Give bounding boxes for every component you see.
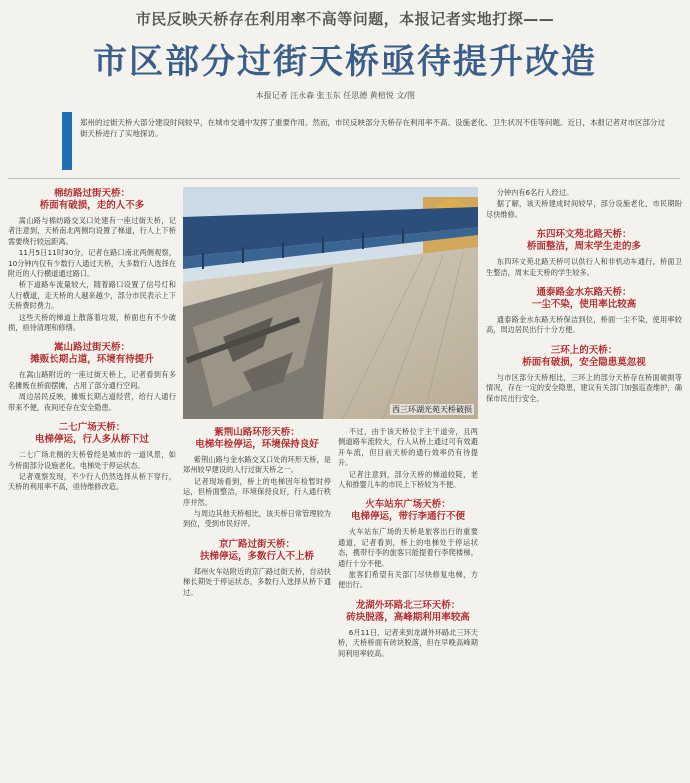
paragraph: 郑州火车站附近的京广路过街天桥，自动扶梯长期处于停运状态，多数行人选择从桥下通过。 bbox=[183, 566, 331, 597]
paragraph: 记者现场看到，桥上的电梯因年检暂时停运，但桥面整洁，环境保持良好，行人通行秩序井然。 bbox=[183, 476, 331, 507]
section-title-mianfang: 棉纺路过街天桥： bbox=[53, 188, 130, 199]
section-title-songshan: 嵩山路过街天桥： bbox=[53, 342, 130, 354]
paragraph: 通泰路金水东路天桥保洁到位，桥面一尘不染，使用率较高，周边居民出行十分方便。 bbox=[486, 315, 682, 335]
bridge-photo bbox=[183, 187, 478, 419]
paragraph: 记者观察发现，不少行人仍然选择从桥下穿行，天桥的利用率不高，亟待维修改造。 bbox=[8, 471, 176, 492]
section-title-erqi: 二七广场天桥： bbox=[58, 422, 126, 434]
section-subtitle-longhu: 砖块脱落，高峰期利用率较高 bbox=[346, 611, 470, 623]
bridge-photo-illustration bbox=[183, 187, 478, 419]
section-title-sanhuan: 三环上的天桥： bbox=[550, 344, 618, 356]
paragraph: 东四环文苑北路天桥可以供行人和非机动车通行，桥面卫生整洁，周末走天桥的学生较多。 bbox=[486, 257, 682, 277]
paragraph: 6月11日，记者来到龙湖外环路北三环天桥，天桥桥面有砖块脱落，但在早晚高峰期间利用率较高。 bbox=[338, 627, 478, 658]
section-subtitle-mianfang: 桥面有破损，走的人不多 bbox=[39, 200, 145, 211]
paragraph: 不过，由于该天桥位于主干道旁，且两侧道路车流较大，行人从桥上通过可有效避开车流，但目前天桥的通行效率仍有待提升。 bbox=[338, 427, 478, 468]
paragraph: 与周边其他天桥相比，该天桥日常管理较为到位，受到市民好评。 bbox=[183, 509, 331, 529]
pre-headline: 市民反映天桥存在利用率不高等问题，本报记者实地打探—— bbox=[135, 10, 555, 28]
section-title-longhu: 龙湖外环路北三环天桥： bbox=[355, 599, 461, 611]
section-title-tongtai: 通泰路金水东路天桥： bbox=[536, 287, 632, 299]
paragraph: 旅客们希望有关部门尽快修复电梯，方便出行。 bbox=[338, 570, 478, 590]
main-headline: 市区部分过街天桥亟待提升改造 bbox=[93, 42, 597, 82]
paragraph: 分钟内有6名行人经过。 bbox=[496, 188, 574, 197]
column-3 bbox=[338, 427, 478, 780]
section-divider bbox=[8, 178, 680, 179]
photo-caption: 西三环湖光苑天桥破损 bbox=[392, 405, 472, 414]
paragraph: 在嵩山路附近的一座过街天桥上，记者看到有多名摊贩在桥面摆摊，占用了部分通行空间。 bbox=[8, 370, 176, 390]
section-subtitle-tongtai: 一尘不染，使用率比较高 bbox=[531, 299, 637, 311]
section-subtitle-songshan: 摊贩长期占道，环境有待提升 bbox=[30, 354, 154, 366]
column-1 bbox=[8, 188, 176, 780]
section-title-jingguang: 京广路过街天桥： bbox=[218, 538, 295, 550]
section-subtitle-sanhuan: 桥面有破损，安全隐患莫忽视 bbox=[522, 356, 646, 368]
paragraph: 紫荆山路与金水路交叉口处的环形天桥，是郑州较早建设的人行过街天桥之一。 bbox=[183, 455, 331, 475]
column-2 bbox=[183, 427, 331, 780]
paragraph: 11月5日11时30分，记者在路口南北两侧观察，10分钟内仅有少数行人通过天桥，大多数行人选择在附近的人行横道通过路口。 bbox=[8, 248, 176, 279]
section-subtitle-erqi: 电梯停运，行人多从桥下过 bbox=[34, 434, 149, 446]
paragraph: 桥下道路车流量较大，随着路口设置了信号灯和人行横道，走天桥的人越来越少，部分市民表示上下天桥费时费力。 bbox=[8, 280, 176, 311]
paragraph: 周边居民反映，摊贩长期占道经营，给行人通行带来不便，夜间还存在安全隐患。 bbox=[8, 392, 176, 412]
column-4 bbox=[486, 188, 682, 780]
section-title-wenyuan: 东四环文苑北路天桥： bbox=[536, 229, 632, 241]
paragraph: 嵩山路与棉纺路交叉口处建有一座过街天桥，记者注意到，天桥南北两侧均设置了梯道，行人上下桥需要绕行较远距离。 bbox=[8, 216, 176, 246]
paragraph: 与市区部分天桥相比，三环上的部分天桥存在桥面破损等情况，存在一定的安全隐患，建议有关部门加强巡查维护，确保市民出行安全。 bbox=[486, 372, 682, 403]
section-title-zijingshan: 紫荆山路环形天桥： bbox=[214, 427, 300, 438]
section-subtitle-huochezhan: 电梯停运，带行李通行不便 bbox=[350, 511, 465, 523]
paragraph: 二七广场北侧的天桥曾经是城市的一道风景，如今桥面部分设施老化，电梯处于停运状态。 bbox=[8, 450, 176, 470]
section-subtitle-jingguang: 扶梯停运，多数行人不上桥 bbox=[199, 550, 314, 562]
byline: 本报记者 汪永森 张玉东 任思德 黄楦悦 文/图 bbox=[255, 91, 415, 100]
paragraph: 记者注意到，部分天桥的梯道较陡，老人和推婴儿车的市民上下桥较为不便。 bbox=[338, 469, 478, 490]
section-title-huochezhan: 火车站东广场天桥： bbox=[365, 499, 451, 511]
paragraph: 火车站东广场的天桥是旅客出行的重要通道，记者看到，桥上的电梯处于停运状态，携带行李的旅客只能提着行李爬楼梯，通行十分不便。 bbox=[338, 527, 478, 568]
intro-accent-bar bbox=[62, 112, 72, 170]
paragraph: 这些天桥的梯道上散落着垃圾，桥面也有不少破损，亟待清理和修缮。 bbox=[8, 312, 176, 333]
intro-paragraph: 郑州的过街天桥大部分建设时间较早，在城市交通中发挥了重要作用。然而，市民反映部分天桥存在利用率不高、设施老化、卫生状况不佳等问题。近日，本报记者对市区部分过街天桥进行了实地探访。 bbox=[80, 118, 665, 138]
section-subtitle-zijingshan: 电梯年检停运，环境保持良好 bbox=[195, 439, 319, 450]
paragraph: 据了解，该天桥建成时间较早，部分设施老化，市民期盼尽快维修。 bbox=[486, 199, 682, 219]
section-subtitle-wenyuan: 桥面整洁，周末学生走的多 bbox=[526, 241, 641, 253]
